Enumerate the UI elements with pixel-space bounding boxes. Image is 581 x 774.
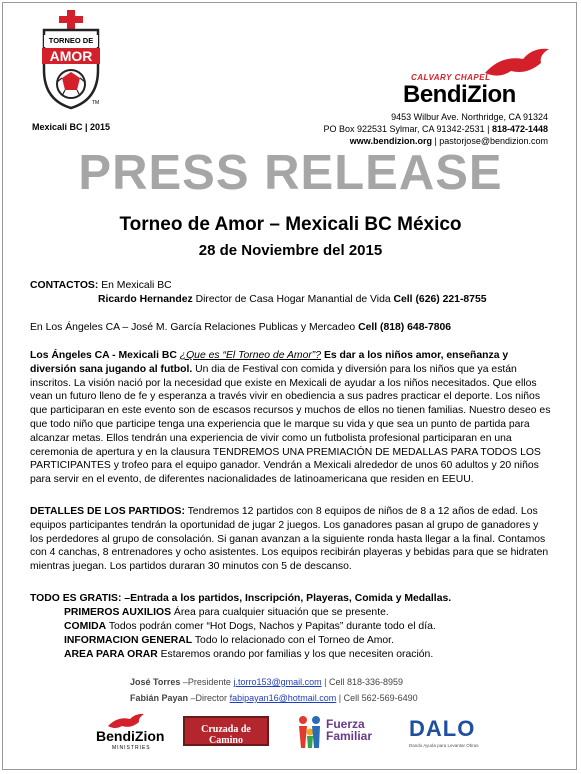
free-item-label: INFORMACION GENERAL — [64, 635, 193, 646]
press-release-heading: PRESS RELEASE — [78, 146, 503, 200]
bird-icon — [483, 45, 553, 79]
contact2-name: En Los Ángeles CA – José M. García — [30, 322, 202, 333]
details-paragraph — [30, 505, 552, 574]
logo-text-torneo: TORNEO DE — [48, 36, 94, 45]
free-item-label: COMIDA — [64, 621, 107, 632]
person2-name: Fabián Payan — [130, 693, 189, 703]
address-line2-text: PO Box 922531 Sylmar, CA 91342-2531 — [323, 124, 485, 134]
sponsor-name: Fuerza Familiar — [326, 717, 373, 743]
contact1-name: Ricardo Hernandez — [98, 294, 193, 305]
family-icon — [296, 714, 324, 750]
free-item — [64, 634, 394, 648]
sponsor-cruzada-logo — [183, 716, 269, 746]
footer-person1 — [130, 677, 403, 687]
torneo-de-amor-logo — [40, 10, 102, 110]
website-link[interactable]: www.bendizion.org — [349, 136, 432, 146]
free-item-text: Todo lo relacionado con el Torneo de Amor. — [194, 635, 394, 646]
web-email-line: www.bendizion.org | pastorjose@bendizion.com — [349, 136, 548, 146]
location-label: Mexicali BC | 2015 — [32, 122, 111, 132]
free-heading-rest: –Entrada a los partidos, Inscripción, Playeras, Comida y Medallas. — [124, 593, 452, 604]
free-item — [64, 648, 433, 662]
email-link[interactable]: pastorjose@bendizion.com — [439, 136, 548, 146]
bendizion-logo — [395, 45, 555, 108]
logo-tm: TM — [92, 100, 100, 106]
header-cell: 818-472-1448 — [491, 124, 548, 134]
brand-name: BendiZion — [403, 81, 516, 108]
sponsor-sub: MINISTRIES — [112, 745, 151, 751]
sponsor-dalo-logo — [405, 716, 489, 752]
intro-body: Un dia de Festival con comida y diversión para los niños que ya están inscritos. La visión nació por la necesidad que existe en Mexicali de ayudar a los niños necesitados. Que ellos vean un futuro lleno de fe y esperanza a través vivir en obediencia a sus padres practicar el deporte. Los niños que participaran en este evento son de escasos recursos y muchos de ellos no tienen familias. Nuestro deseo es que todo niño que participe tenga una experiencia que le marque su vida y que sea un punto de partida para alcanzar metas. Ellos tendrán una experiencia de vivir como un futbolista profesional participaran en una ceremonia de apertura y en la clausura TENDREMOS UNA PREMIACIÓN DE MEDALLAS PARA TODOS LOS PARTICIPANTES y trofeo para el equipo ganador. Vendrán a Mexicali alrededor de unos 60 adultos y 20 niños para servir en el evento, de diferentes nacionalidades de latinoamericana que residen en EEUU. — [30, 363, 551, 486]
contacts-heading: CONTACTOS: — [30, 280, 99, 291]
contact2-line — [30, 321, 451, 335]
free-item — [64, 606, 389, 620]
sponsor-bendizion-logo — [92, 712, 172, 757]
free-heading: TODO ES GRATIS: — [30, 593, 122, 604]
contact1-role: Director de Casa Hogar Manantial de Vida — [195, 294, 391, 305]
intro-paragraph — [30, 349, 552, 487]
contact1-line — [98, 293, 487, 307]
document-title: Torneo de Amor – Mexicali BC México — [119, 214, 462, 235]
contacts-mexicali: En Mexicali BC — [101, 280, 172, 291]
free-item-text: Todos podrán comer “Hot Dogs, Nachos y Papitas” durante todo el día. — [108, 621, 436, 632]
person1-cell: | Cell 818-336-8959 — [324, 677, 404, 687]
logo-text-amor: AMOR — [49, 48, 93, 64]
sponsor-name: DALO — [409, 716, 476, 741]
intro-bold: Es dar a los niños amor, enseñanza y diversión sana jugando al futbol. — [30, 350, 509, 375]
intro-lead: Los Ángeles CA - Mexicali BC — [30, 350, 177, 361]
person1-email[interactable]: j.torro153@gmail.com — [233, 677, 322, 687]
free-item-label: PRIMEROS AUXILIOS — [64, 607, 171, 618]
free-item-text: Área para cualquier situación que se presente. — [173, 607, 389, 618]
document-date: 28 de Noviembre del 2015 — [198, 242, 383, 259]
free-item — [64, 620, 436, 634]
contacts-line — [30, 279, 172, 293]
address-line2: PO Box 922531 Sylmar, CA 91342-2531 | 818-472-1448 — [323, 124, 548, 134]
sponsor-name: Cruzada de Camino — [201, 724, 251, 746]
contact2-cell: Cell (818) 648-7806 — [358, 322, 452, 333]
person2-role: –Director — [190, 693, 228, 703]
person1-name: José Torres — [130, 677, 181, 687]
person2-cell: | Cell 562-569-6490 — [338, 693, 418, 703]
person2-email[interactable]: fabipayan16@hotmail.com — [229, 693, 337, 703]
free-item-label: AREA PARA ORAR — [64, 649, 158, 660]
free-item-text: Estaremos orando por familias y los que necesiten oración. — [160, 649, 434, 660]
intro-question: ¿Que es “El Torneo de Amor”? — [179, 350, 322, 361]
contact2-role: Relaciones Publicas y Mercadeo — [204, 322, 356, 333]
contact1-cell: Cell (626) 221-8755 — [393, 294, 487, 305]
free-line — [30, 592, 451, 606]
person1-role: –Presidente — [182, 677, 231, 687]
sponsor-fuerza-logo — [296, 712, 382, 752]
address-line1: 9453 Wilbur Ave. Northridge, CA 91324 — [391, 112, 548, 122]
details-heading: DETALLES DE LOS PARTIDOS: — [30, 506, 185, 517]
footer-person2 — [130, 693, 418, 703]
brand-top: CALVARY CHAPEL — [411, 73, 491, 82]
sponsor-name: BendiZion — [96, 728, 165, 744]
details-body: Tendremos 12 partidos con 8 equipos de niños de 8 a 12 años de edad. Los equipos participantes tendrán la oportunidad de jugar 2 juegos. Los ganadores pasan al grupo de ganadores y los perdedores al grupo de consolación. Si ganan avanzan a la siguiente ronda hasta llegar a la final. Contamos con 4 canchas, 8 entrenadores y ocho asistentes. Los equipos recibirán playeras y bebidas para que se hidraten mientras juegan. Los partidos duraran 30 minutos con 5 de descanso. — [30, 506, 549, 573]
sponsor-sub: Dando Ayuda para Levantar Obras — [409, 743, 479, 748]
